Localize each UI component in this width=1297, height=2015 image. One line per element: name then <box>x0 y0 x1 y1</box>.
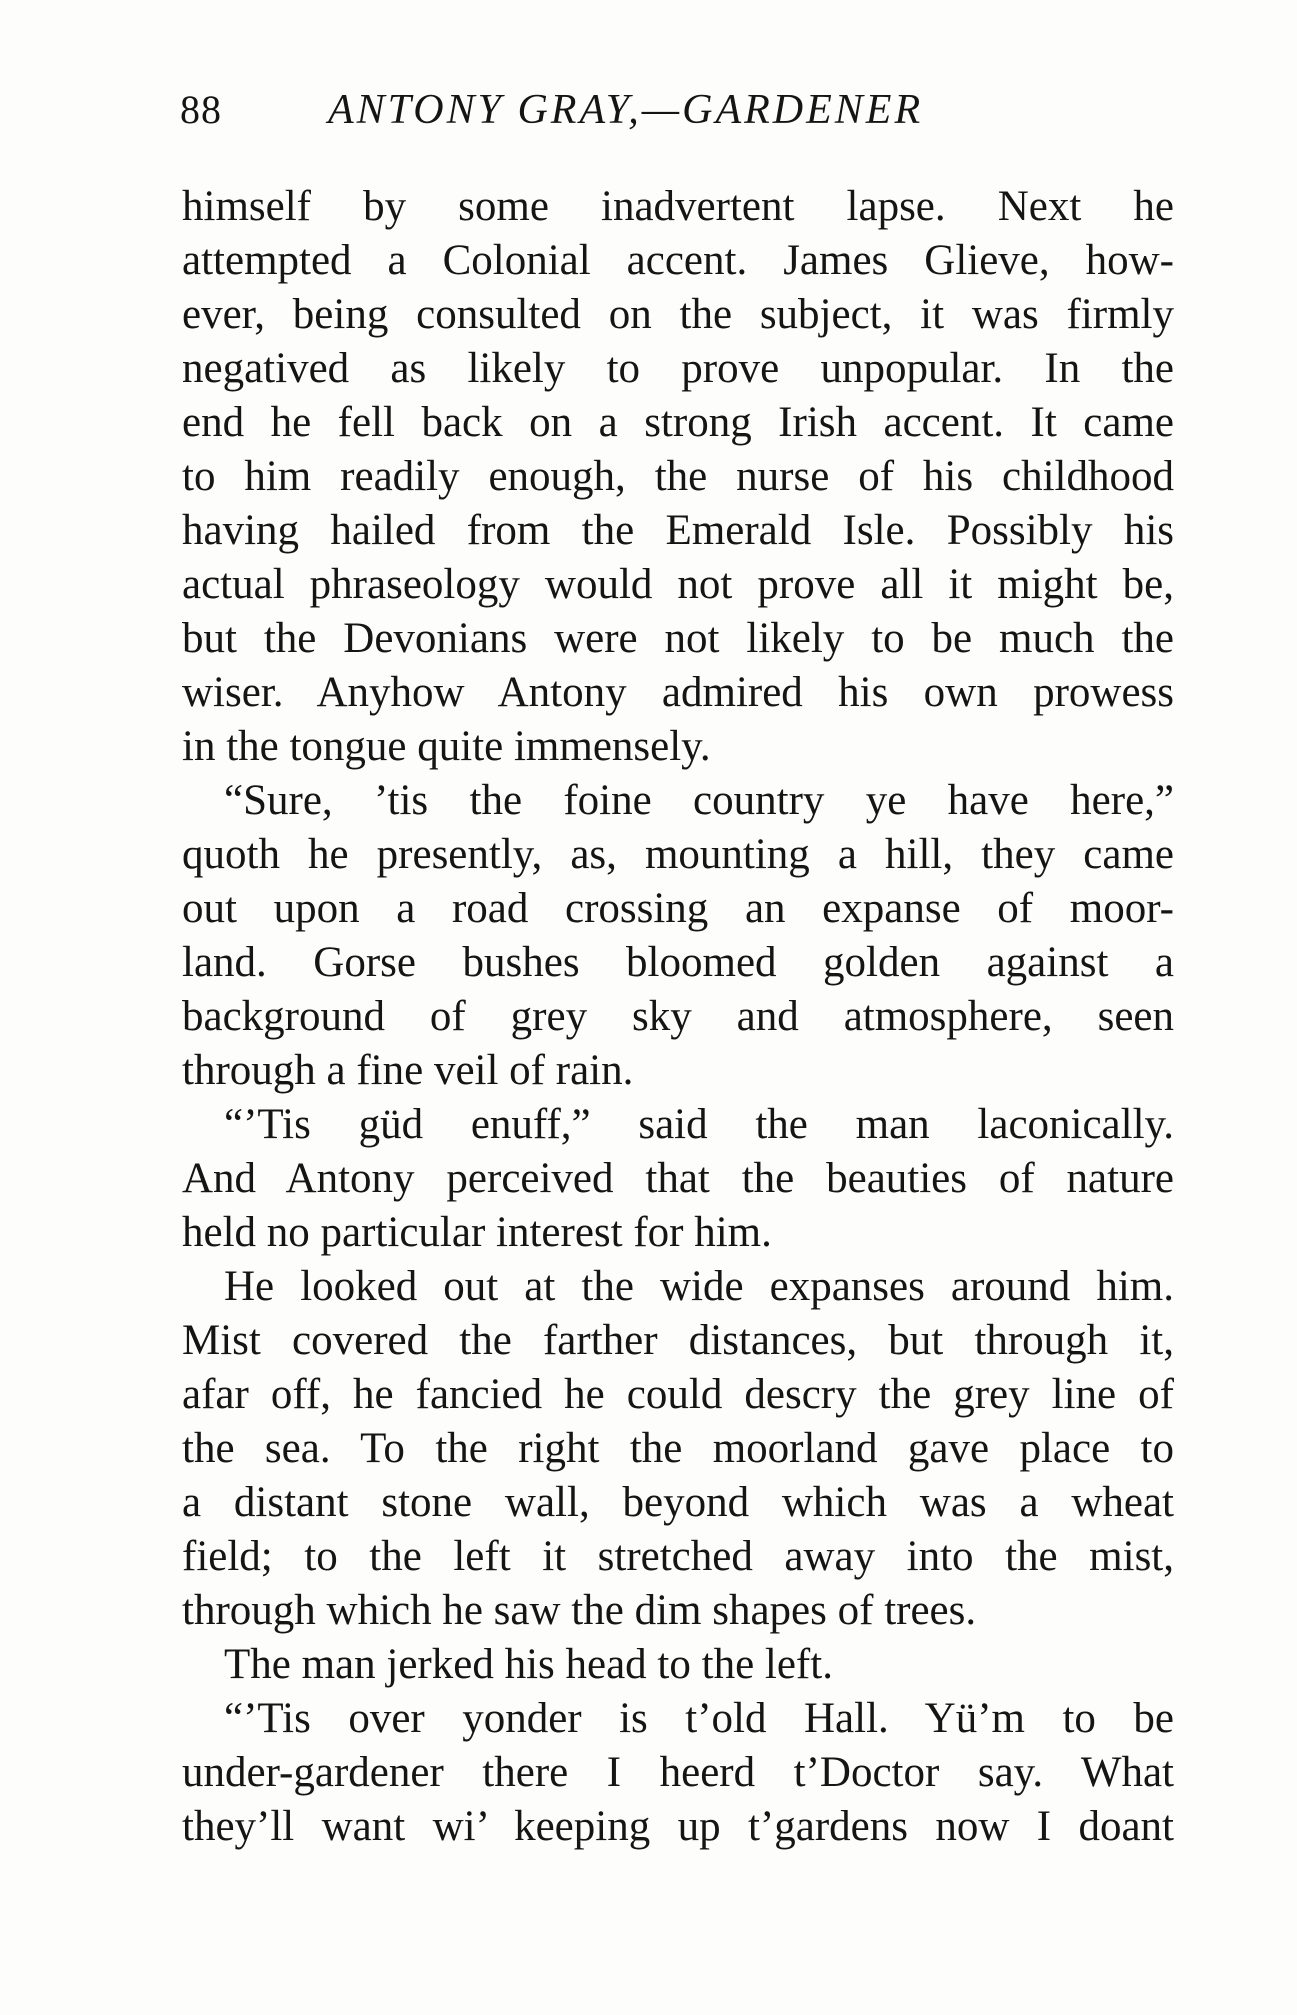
text-line: negatived as likely to prove unpopular. In the <box>182 345 1174 392</box>
text-line: ever, being consulted on the subject, it was firmly <box>182 291 1174 338</box>
text-line: quoth he presently, as, mounting a hill, they came <box>182 831 1174 878</box>
text-line: they’ll want wi’ keeping up t’gardens now I doant <box>182 1803 1174 1850</box>
text-line: Mist covered the farther distances, but through it, <box>182 1317 1174 1364</box>
text-line: through which he saw the dim shapes of trees. <box>182 1587 977 1634</box>
running-header <box>180 80 1080 140</box>
text-line: a distant stone wall, beyond which was a wheat <box>182 1479 1174 1526</box>
text-line: wiser. Anyhow Antony admired his own prowess <box>182 669 1174 716</box>
text-line: “’Tis over yonder is t’old Hall. Yü’m to be <box>224 1695 1174 1742</box>
running-title: ANTONY GRAY,—GARDENER <box>328 87 924 133</box>
text-line: having hailed from the Emerald Isle. Possibly his <box>182 507 1174 554</box>
text-line: held no particular interest for him. <box>182 1209 772 1256</box>
text-line: end he fell back on a strong Irish accent. It came <box>182 399 1174 446</box>
text-line: attempted a Colonial accent. James Glieve, how- <box>182 237 1174 284</box>
text-line: The man jerked his head to the left. <box>224 1641 833 1688</box>
body-text <box>182 180 1174 1854</box>
text-line: actual phraseology would not prove all it might be, <box>182 561 1174 608</box>
text-line: to him readily enough, the nurse of his childhood <box>182 453 1174 500</box>
text-line: He looked out at the wide expanses around him. <box>224 1263 1174 1310</box>
text-line: And Antony perceived that the beauties of nature <box>182 1155 1174 1202</box>
text-line: afar off, he fancied he could descry the grey line of <box>182 1371 1174 1418</box>
text-line: “’Tis güd enuff,” said the man laconically. <box>224 1101 1174 1148</box>
text-line: through a fine veil of rain. <box>182 1047 634 1094</box>
text-line: in the tongue quite immensely. <box>182 723 711 770</box>
text-line: himself by some inadvertent lapse. Next he <box>182 183 1174 230</box>
text-line: under-gardener there I heerd t’Doctor say. What <box>182 1749 1174 1796</box>
text-line: “Sure, ’tis the foine country ye have here,” <box>224 777 1174 824</box>
page-number: 88 <box>180 87 222 132</box>
text-line: background of grey sky and atmosphere, seen <box>182 993 1174 1040</box>
text-line: land. Gorse bushes bloomed golden against a <box>182 939 1174 986</box>
text-line: field; to the left it stretched away into the mist, <box>182 1533 1174 1580</box>
text-line: the sea. To the right the moorland gave place to <box>182 1425 1174 1472</box>
text-line: but the Devonians were not likely to be much the <box>182 615 1174 662</box>
text-line: out upon a road crossing an expanse of moor- <box>182 885 1174 932</box>
